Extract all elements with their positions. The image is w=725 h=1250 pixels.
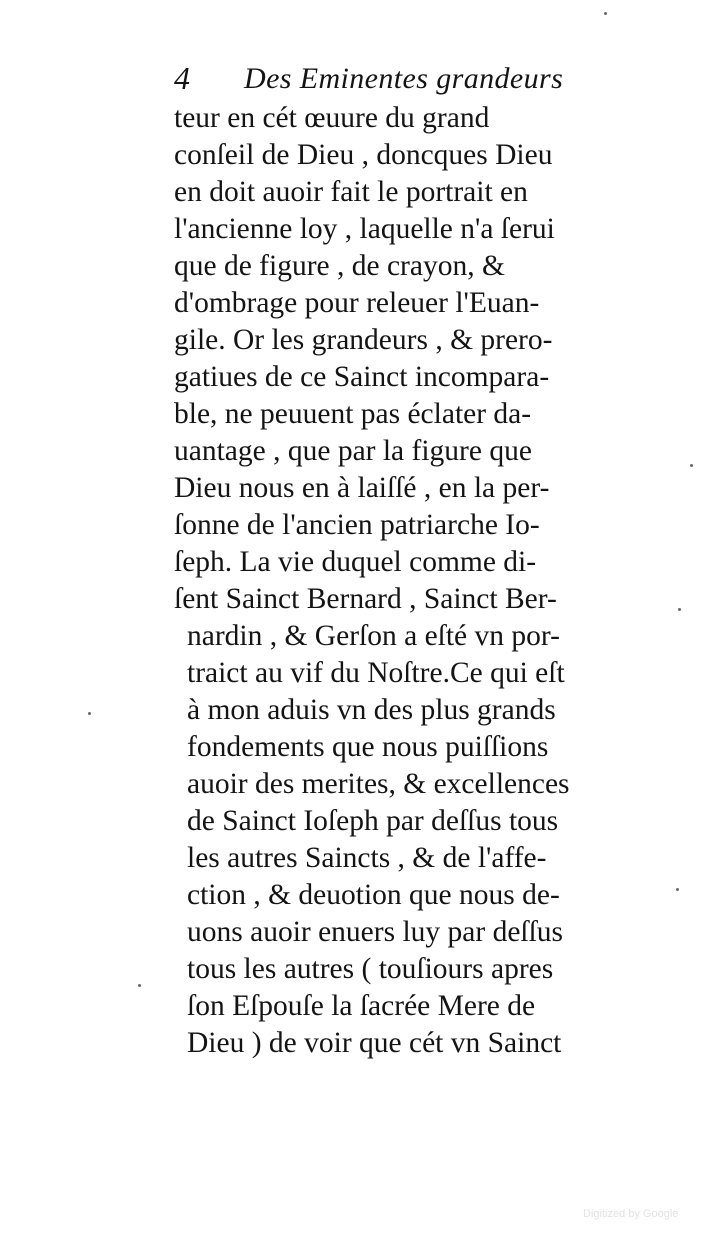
- scan-watermark: Digitized by Google: [583, 1208, 679, 1220]
- text-line: traict au vif du Noſtre.Ce qui eſt: [187, 657, 565, 689]
- paper-speck: [88, 712, 91, 715]
- text-line: que de figure , de crayon, &: [174, 250, 505, 282]
- text-line: ſent Sainct Bernard , Sainct Ber-: [174, 583, 557, 615]
- text-line: ction , & deuotion que nous de-: [187, 879, 560, 911]
- text-line: uons auoir enuers luy par deſſus: [187, 916, 564, 948]
- running-head: Des Eminentes grandeurs: [244, 62, 564, 95]
- text-line: gile. Or les grandeurs , & prero-: [174, 324, 553, 356]
- text-line: uantage , que par la figure que: [174, 435, 532, 467]
- paper-speck: [678, 608, 681, 611]
- text-line: l'ancienne loy , laquelle n'a ſerui: [174, 213, 555, 245]
- text-line: gatiues de ce Sainct incompara-: [174, 361, 550, 393]
- text-line: fondements que nous puiſſions: [187, 731, 549, 763]
- paper-speck: [138, 984, 141, 987]
- text-line: ſon Eſpouſe la ſacrée Mere de: [187, 990, 536, 1022]
- text-line: tous les autres ( touſiours apres: [187, 953, 554, 985]
- text-line: nardin , & Gerſon a eſté vn por-: [187, 620, 560, 652]
- text-line: Dieu nous en à laiſſé , en la per-: [174, 472, 550, 504]
- paper-speck: [676, 888, 679, 891]
- text-line: de Sainct Ioſeph par deſſus tous: [187, 805, 559, 837]
- text-line: teur en cét œuure du grand: [174, 102, 490, 134]
- page-header: [174, 56, 654, 100]
- text-line: ble, ne peuuent pas éclater da-: [174, 398, 532, 430]
- text-line: en doit auoir fait le portrait en: [174, 176, 528, 208]
- text-line: auoir des merites, & excellences: [187, 768, 570, 800]
- text-line: les autres Saincts , & de l'affe-: [187, 842, 547, 874]
- text-line: à mon aduis vn des plus grands: [187, 694, 556, 726]
- paper-speck: [604, 12, 607, 15]
- text-line: Dieu ) de voir que cét vn Sainct: [187, 1027, 562, 1059]
- text-line: ſeph. La vie duquel comme di-: [174, 546, 537, 578]
- body-text: [174, 100, 654, 1062]
- text-line: conſeil de Dieu , doncques Dieu: [174, 139, 553, 171]
- text-line: ſonne de l'ancien patriarche Io-: [174, 509, 540, 541]
- paper-speck: [690, 464, 693, 467]
- text-line: d'ombrage pour releuer l'Euan-: [174, 287, 540, 319]
- page-number: 4: [174, 60, 190, 96]
